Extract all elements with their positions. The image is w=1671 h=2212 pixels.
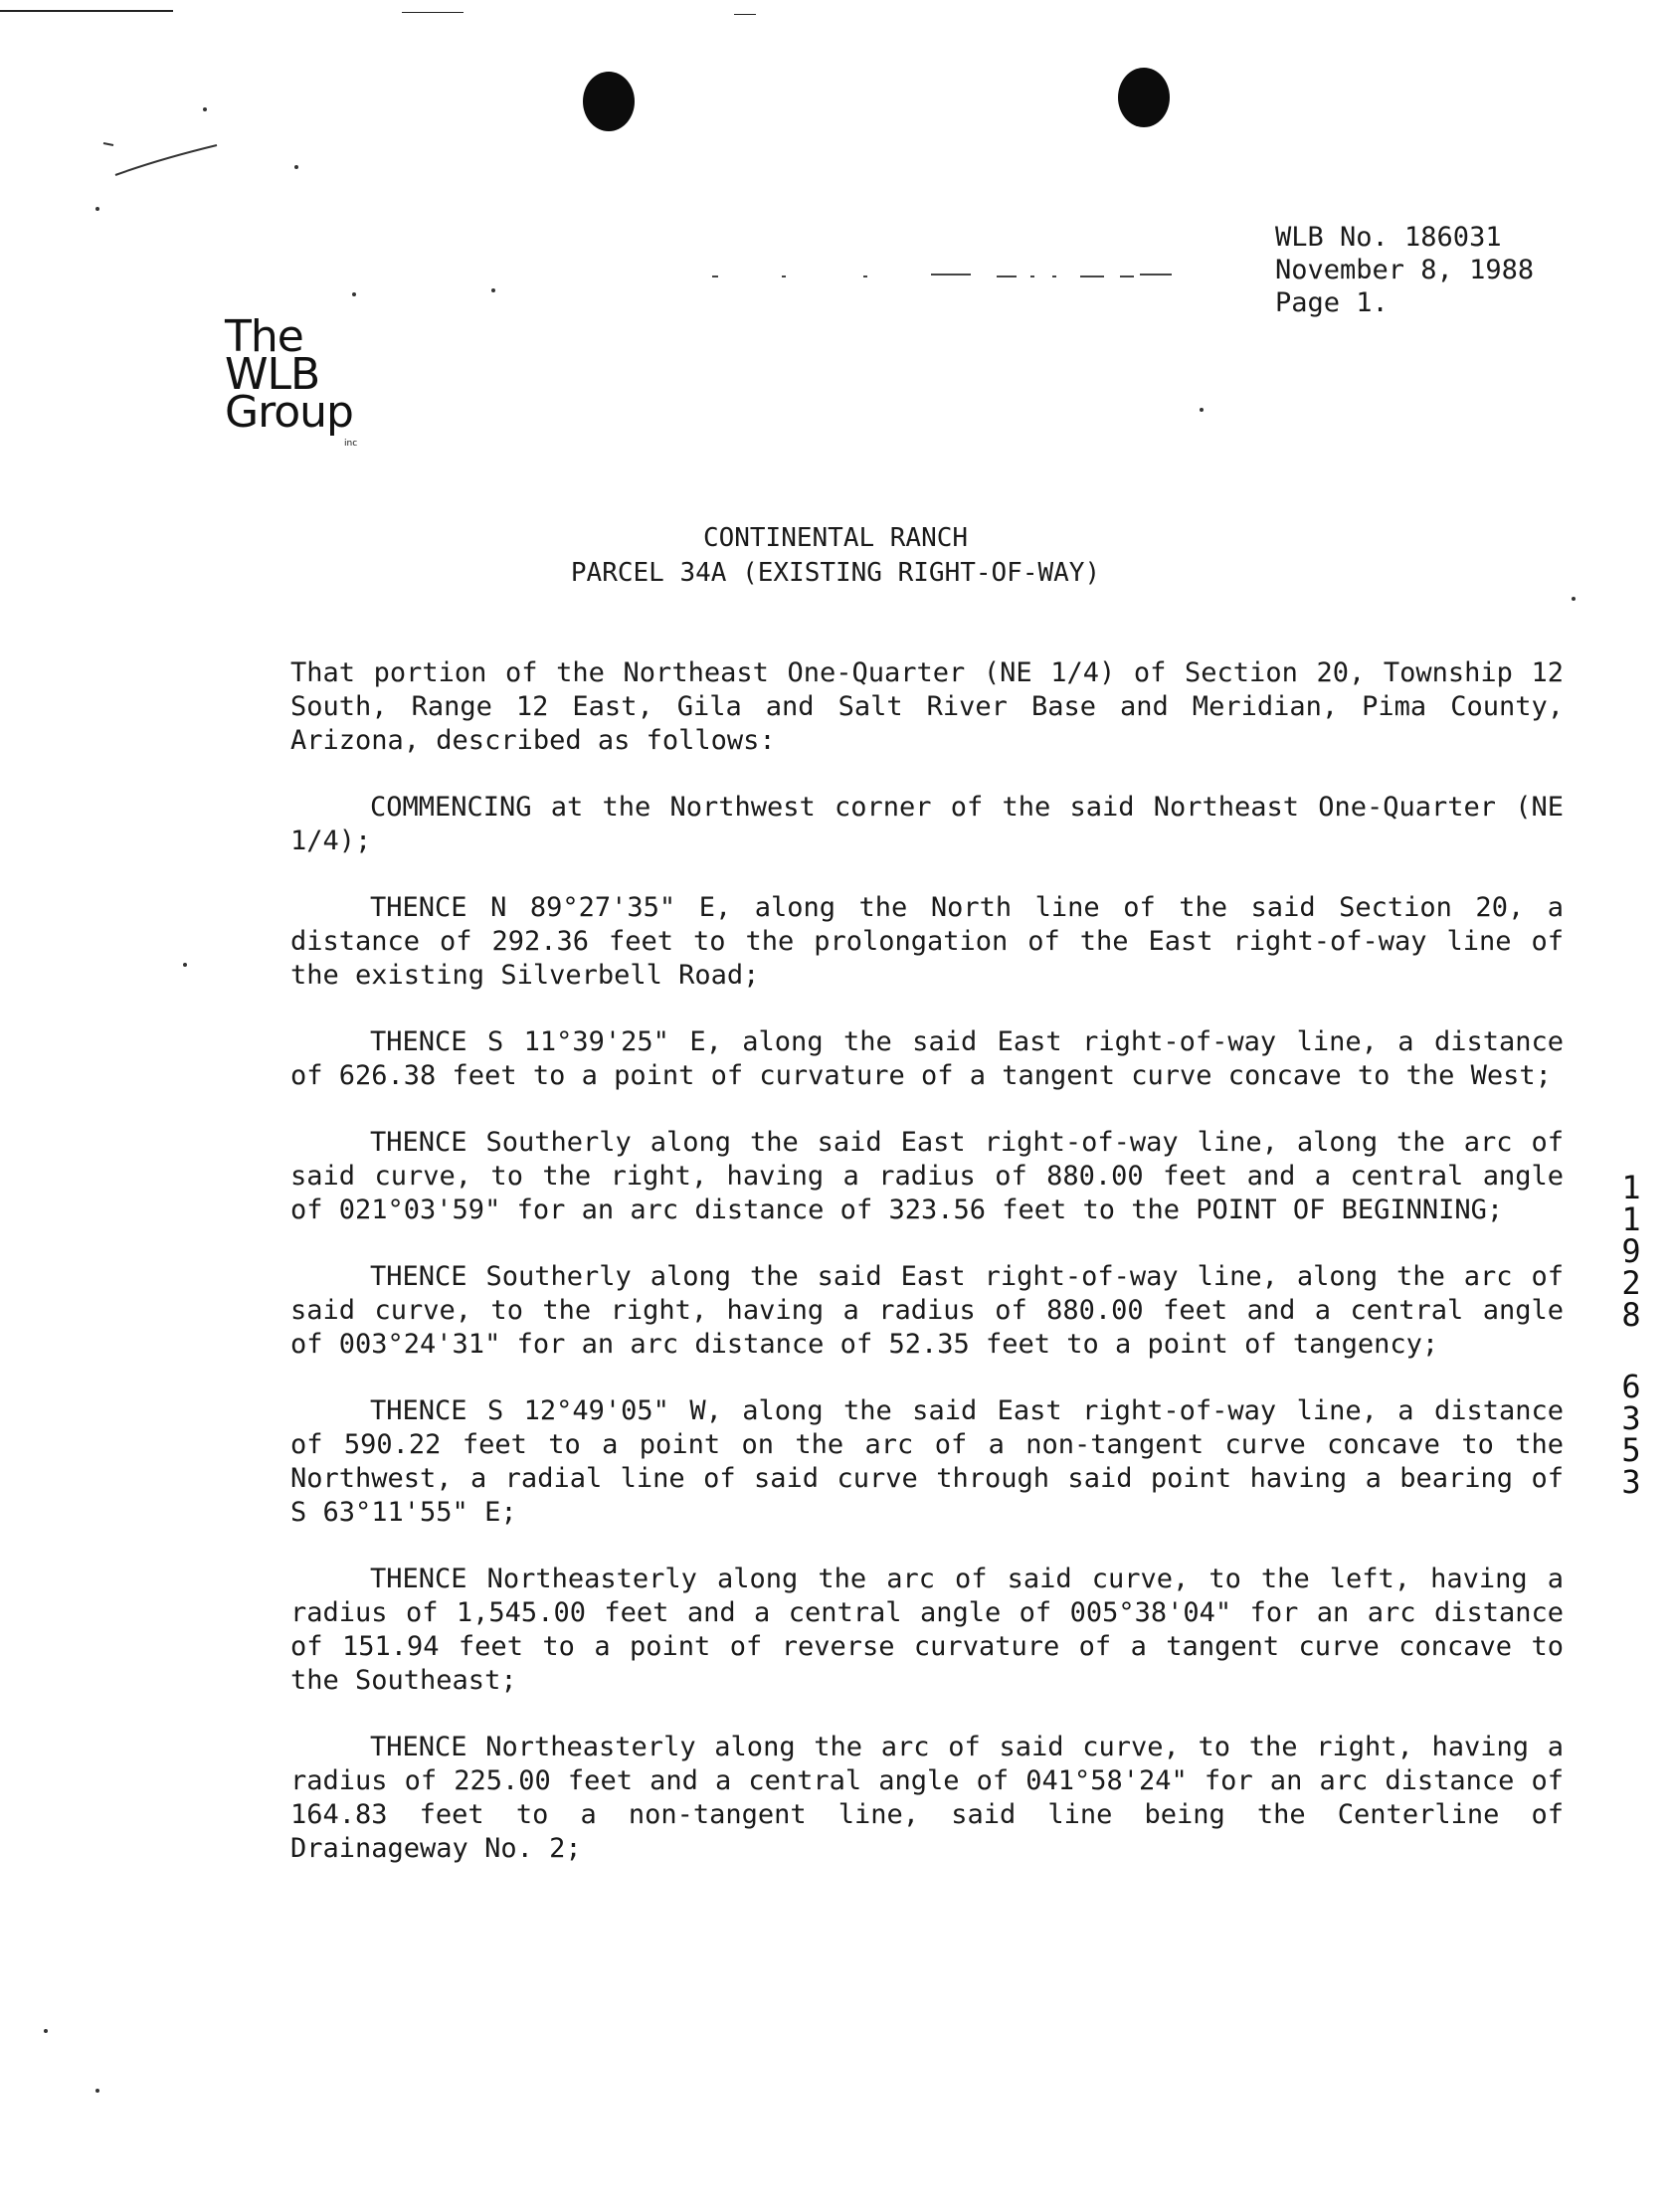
document-header	[1275, 221, 1534, 319]
stamp-digit: 6	[1621, 1368, 1641, 1405]
stamp-digit: 3	[1621, 1463, 1641, 1501]
scan-speck	[294, 165, 298, 169]
page-number: Page 1.	[1275, 287, 1389, 318]
scan-speck	[95, 207, 99, 211]
paragraph: THENCE Northeasterly along the arc of said curve, to the right, having a radius of 225.00 feet and a central angle of 041°58'24" for an arc distance of 164.83 feet to a non-tangent line, said line being the Centerline of Drainageway No. 2;	[290, 1732, 1564, 1864]
paragraph: THENCE N 89°27'35" E, along the North line of the said Section 20, a distance of 292.36 feet to the prolongation of the East right-of-way line of the existing Silverbell Road;	[290, 892, 1564, 991]
company-logo	[225, 311, 358, 449]
scan-speck	[491, 288, 495, 292]
stamp-digit: 3	[1621, 1399, 1641, 1437]
scan-artifact-dashes	[702, 265, 1259, 284]
stamp-digit: 1	[1621, 1169, 1641, 1206]
stamp-digit: 1	[1621, 1200, 1641, 1238]
paragraph: THENCE S 12°49'05" W, along the said East right-of-way line, a distance of 590.22 feet to a point on the arc of a non-tangent curve concave to the Northwest, a radial line of said curve through said point having a bearing of S 63°11'55" E;	[290, 1395, 1564, 1528]
scan-speck	[203, 107, 207, 111]
title-line-2: PARCEL 34A (EXISTING RIGHT-OF-WAY)	[570, 558, 1101, 588]
scan-speck	[183, 963, 187, 967]
punch-hole-right	[1118, 68, 1170, 127]
recording-stamp	[1613, 1169, 1649, 1501]
scan-scribble	[99, 129, 239, 189]
legal-description	[290, 656, 1564, 1899]
scan-speck	[1572, 597, 1576, 601]
paragraph: THENCE Northeasterly along the arc of said curve, to the left, having a radius of 1,545.00 feet and a central angle of 005°38'04" for an arc distance of 151.94 feet to a point of reverse curvature of a tangent curve concave to the Southeast;	[290, 1564, 1564, 1696]
scan-speck	[44, 2029, 48, 2033]
logo-line: The	[225, 311, 303, 362]
scan-speck	[95, 2089, 99, 2093]
stamp-digit: 2	[1621, 1264, 1641, 1302]
scan-artifact-line	[0, 10, 173, 12]
stamp-digit: 5	[1621, 1431, 1641, 1469]
document-title	[0, 521, 1671, 591]
stamp-digit: 8	[1621, 1296, 1641, 1334]
stamp-digit: 9	[1621, 1232, 1641, 1270]
logo-line: Group	[225, 387, 353, 438]
document-date: November 8, 1988	[1275, 255, 1535, 285]
punch-hole-left	[583, 72, 635, 131]
title-line-1: CONTINENTAL RANCH	[702, 523, 969, 553]
paragraph: That portion of the Northeast One-Quarter (NE 1/4) of Section 20, Township 12 South, Range 12 East, Gila and Salt River Base and Meridian, Pima County, Arizona, described as follows:	[290, 657, 1564, 756]
paragraph: THENCE S 11°39'25" E, along the said East right-of-way line, a distance of 626.38 feet to a point of curvature of a tangent curve concave to the West;	[290, 1026, 1564, 1091]
paragraph: THENCE Southerly along the said East right-of-way line, along the arc of said curve, to the right, having a radius of 880.00 feet and a central angle of 003°24'31" for an arc distance of 52.35 feet to a point of tangency;	[290, 1261, 1564, 1360]
paragraph: THENCE Southerly along the said East right-of-way line, along the arc of said curve, to the right, having a radius of 880.00 feet and a central angle of 021°03'59" for an arc distance of 323.56 feet to the POINT OF BEGINNING;	[290, 1127, 1564, 1225]
scan-speck	[352, 292, 356, 296]
logo-line: WLB	[225, 349, 320, 400]
job-number: WLB No. 186031	[1275, 222, 1502, 253]
scan-artifact-line	[402, 12, 464, 13]
scan-speck	[1200, 408, 1204, 412]
paragraph: COMMENCING at the Northwest corner of the said Northeast One-Quarter (NE 1/4);	[290, 792, 1564, 856]
scan-artifact-line	[734, 14, 756, 15]
logo-suffix: inc	[344, 439, 358, 449]
